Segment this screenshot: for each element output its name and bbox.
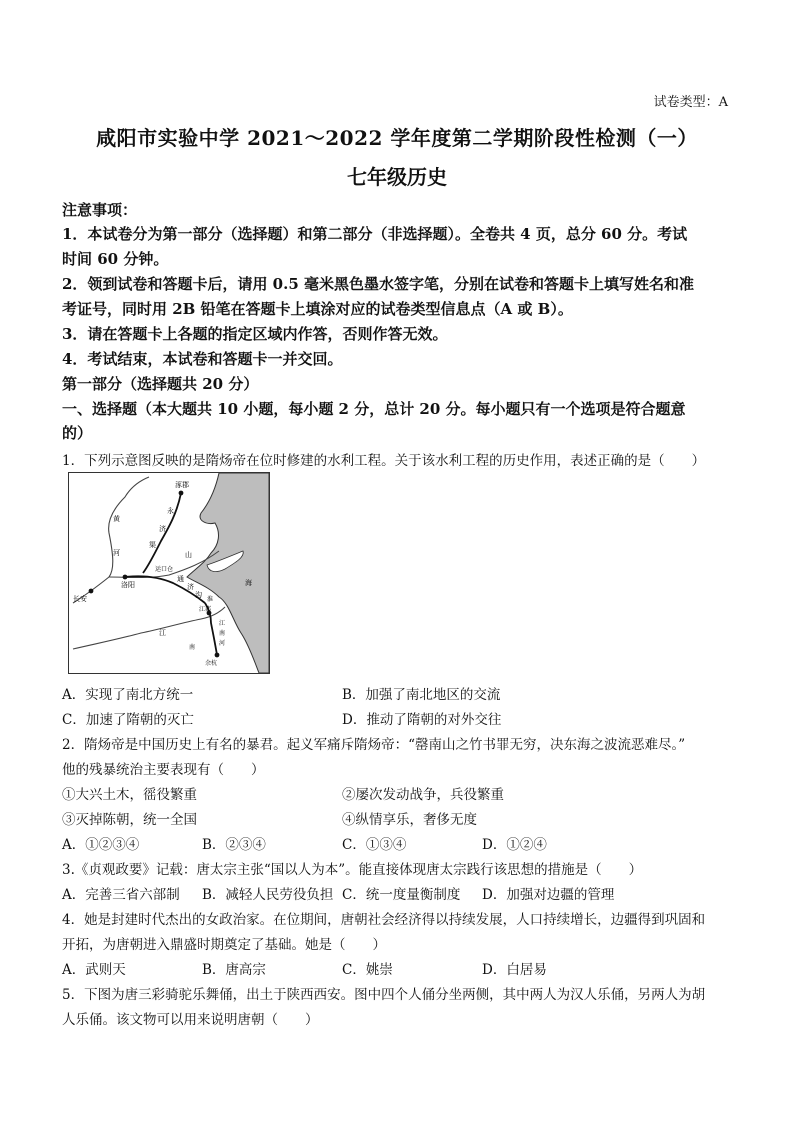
map-label-changan: 长安 [73,595,87,603]
q2-option-c: C．①③④ [342,837,407,853]
q2-item-1: ①大兴土木，徭役繁重 [62,787,197,803]
note-line-4: 考证号，同时用 2B 铅笔在答题卡上填涂对应的试卷类型信息点（A 或 B）。 [62,300,573,318]
q4-stem-line-1: 4．她是封建时代杰出的女政治家。在位期间，唐朝社会经济得以持续发展，人口持续增长，边疆得到巩固和 [62,912,706,928]
note-line-2: 时间 60 分钟。 [62,250,169,268]
map-label-huang: 黄 [113,515,120,523]
q2-option-a: A．①②③④ [62,837,140,853]
map-label-shan: 山 [185,551,192,559]
map-label-luoyang: 洛阳 [121,581,135,589]
city-dot [89,589,94,594]
map-label-huai: 淮 [207,596,214,603]
map-label-he: 河 [113,549,120,557]
q3-option-d: D．加强对边疆的管理 [482,887,615,903]
q3-option-b: B．减轻人民劳役负担 [202,887,334,903]
q3-option-a: A．完善三省六部制 [62,887,180,903]
notes-heading: 注意事项： [62,201,138,219]
canal-route [143,493,181,573]
q2-stem-line-2: 他的残暴统治主要表现有（ ） [62,762,265,778]
q4-option-b: B．唐高宗 [202,962,266,978]
q4-option-c: C．姚崇 [342,962,393,978]
q4-option-a: A．武则天 [62,962,126,978]
q1-option-d: D．推动了隋朝的对外交往 [342,712,502,728]
map-label-zhuojun: 涿郡 [175,481,189,489]
city-dot [123,575,128,580]
note-line-6: 4．考试结束，本试卷和答题卡一并交回。 [62,350,343,368]
paper-type-label: 试卷类型：A [653,95,728,110]
q2-item-4: ④纵情享乐，奢侈无度 [342,812,477,828]
map-label-ji: 济 [159,525,166,533]
q2-option-d: D．①②④ [482,837,547,853]
q2-item-3: ③灭掉陈朝，统一全国 [62,812,197,828]
river-line [73,477,149,603]
note-line-1: 1．本试卷分为第一部分（选择题）和第二部分（非选择题）。全卷共 4 页，总分 60 分。考试 [62,225,688,243]
part-one-title: 第一部分（选择题共 20 分） [62,375,259,393]
map-label-kou: 运口仓 [155,566,174,573]
map-label-yangzi: 江 [159,629,166,637]
map-label-tong: 通 [177,575,184,583]
q5-stem-line-2: 人乐俑。该文物可以用来说明唐朝（ ） [62,1012,319,1028]
exam-title: 咸阳市实验中学 2021～2022 学年度第二学期阶段性检测（一） [96,126,698,150]
q1-option-c: C．加速了隋朝的灭亡 [62,712,194,728]
q1-option-a: A．实现了南北方统一 [62,687,194,703]
q1-option-b: B．加强了南北地区的交流 [342,687,501,703]
map-label-ji2: 济 [187,583,194,591]
map-label-nan: 南 [219,630,226,637]
map-label-jiangdu: 江都 [199,606,212,613]
map-label-hai: 海 [245,579,252,587]
sea-area [187,473,269,673]
q2-option-b: B．②③④ [202,837,266,853]
q2-item-2: ②屡次发动战争，兵役繁重 [342,787,504,803]
map-label-he2: 河 [219,640,226,647]
grand-canal-map [68,472,270,674]
map-label-gou: 沟 [195,591,202,599]
note-line-3: 2．领到试卷和答题卡后，请用 0.5 毫米黑色墨水签字笔，分别在试卷和答题卡上填写姓名和准 [62,275,694,293]
q5-stem-line-1: 5．下图为唐三彩骑驼乐舞俑，出土于陕西西安。图中四个人俑分坐两侧，其中两人为汉人乐俑，另两人为胡 [62,987,706,1003]
q2-stem-line-1: 2．隋炀帝是中国历史上有名的暴君。起义军痛斥隋炀帝：“罄南山之竹书罪无穷，决东海之波流恶难尽。” [62,737,686,753]
note-line-5: 3．请在答题卡上各题的指定区域内作答，否则作答无效。 [62,325,448,343]
q4-stem-line-2: 开拓，为唐朝进入鼎盛时期奠定了基础。她是（ ） [62,937,386,953]
map-label-yuhang: 余杭 [205,660,218,667]
map-label-nan2: 南 [189,644,196,651]
city-dot [215,653,220,658]
section-instruction-line-1: 一、选择题（本大题共 10 小题，每小题 2 分，总计 20 分。每小题只有一个选项是符合题意 [62,400,686,418]
q3-stem: 3.《贞观政要》记载：唐太宗主张“国以人为本”。能直接体现唐太宗践行该思想的措施是（ ） [62,862,643,878]
q1-stem: 1．下列示意图反映的是隋炀帝在位时修建的水利工程。关于该水利工程的历史作用，表述正确的是（ ） [62,453,706,469]
q3-option-c: C．统一度量衡制度 [342,887,461,903]
section-instruction-line-2: 的） [62,424,93,442]
map-label-yong: 永 [167,507,174,515]
map-label-qu: 渠 [149,541,156,549]
q4-option-d: D．白居易 [482,962,547,978]
grand-canal-map-figure [69,473,269,673]
city-dot [179,491,184,496]
river-line [73,607,225,649]
map-label-jiang: 江 [219,620,226,627]
exam-subtitle: 七年级历史 [347,165,447,189]
